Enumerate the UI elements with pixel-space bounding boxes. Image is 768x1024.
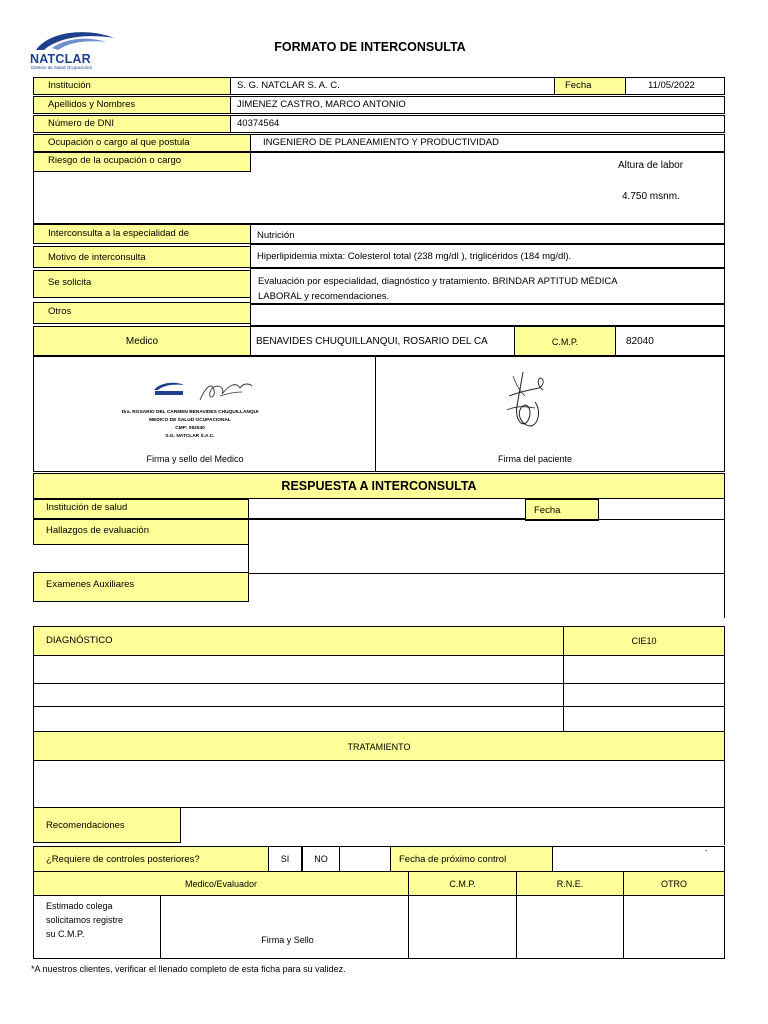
cmp-label: C.M.P. <box>514 326 616 356</box>
solicita-value-1: Evaluación por especialidad, diagnóstico y tratamiento. BRINDAR APTITUD MÉDICA <box>258 276 618 287</box>
patient-signature-icon <box>495 366 555 438</box>
cie10-row-3 <box>563 706 725 732</box>
signature-divider <box>375 356 376 472</box>
page-title: FORMATO DE INTERCONSULTA <box>274 40 466 54</box>
stamp-line-3: CMP: 082040 <box>175 426 205 431</box>
stamp-line-4: S.G. NATCLAR S.A.C. <box>165 434 215 439</box>
cie10-row-2 <box>563 683 725 707</box>
cmp-value: 82040 <box>615 326 725 356</box>
proximo-control-label: Fecha de próximo control <box>390 846 553 872</box>
solicita-label: Se solicita <box>33 270 251 298</box>
otros-label: Otros <box>33 302 251 324</box>
evaluador-note-1: Estimado colega <box>46 901 113 911</box>
motivo-label: Motivo de interconsulta <box>33 246 251 268</box>
stamp-line-1: Dra. ROSARIO DEL CARMEN BENAVIDES CHUQUILLANQUI <box>121 410 259 415</box>
recomendaciones-label: Recomendaciones <box>33 807 181 843</box>
diagnostico-row-3 <box>33 706 564 732</box>
respuesta-fecha-label: Fecha <box>525 499 599 521</box>
footer-note: *A nuestros clientes, verificar el llenado completo de esta ficha para su validez. <box>31 964 346 974</box>
firma-sello-caption: Firma y Sello <box>261 935 314 945</box>
evaluador-rne-label: R.N.E. <box>516 871 624 896</box>
stamp-logo-icon <box>152 380 186 398</box>
ocupacion-value: INGENIERO DE PLANEAMIENTO Y PRODUCTIVIDAD <box>250 134 725 152</box>
respuesta-institucion-label: Institución de salud <box>33 499 249 519</box>
respuesta-institucion-line <box>248 499 526 519</box>
firma-medico-caption: Firma y sello del Medico <box>146 454 244 464</box>
fecha-label: Fecha <box>554 77 626 95</box>
diagnostico-row-2 <box>33 683 564 707</box>
evaluador-otro-label: OTRO <box>623 871 725 896</box>
recomendaciones-value <box>180 807 725 843</box>
hallazgos-value <box>248 519 725 574</box>
institucion-value: S. G. NATCLAR S. A. C. <box>230 77 555 95</box>
proximo-control-value <box>552 846 725 872</box>
doctor-signature <box>196 378 256 404</box>
cie10-row-1 <box>563 655 725 684</box>
evaluador-cmp-label: C.M.P. <box>408 871 517 896</box>
fecha-value: 11/05/2022 <box>625 77 725 95</box>
patient-signature <box>495 366 555 438</box>
motivo-value: Hiperlipidemia mixta: Colesterol total (238 mg/dl ), triglicéridos (184 mg/dl). <box>250 244 725 268</box>
evaluador-cmp-cell <box>408 895 517 959</box>
stamp-logo <box>152 380 186 398</box>
evaluador-rne-cell <box>516 895 624 959</box>
tratamiento-label: TRATAMIENTO <box>33 731 725 761</box>
no-checkbox[interactable] <box>339 846 391 872</box>
nombres-label: Apellidos y Nombres <box>33 96 231 114</box>
diagnostico-label: DIAGNÓSTICO <box>33 626 564 656</box>
controles-label: ¿Requiere de controles posteriores? <box>33 846 269 872</box>
evaluador-note-2: solicitamos registre <box>46 915 124 925</box>
evaluador-medico-label: Medico/Evaluador <box>33 871 409 896</box>
logo-text: NATCLAR <box>30 52 91 66</box>
evaluador-firma-cell <box>160 895 409 959</box>
solicita-value-2: LABORAL y recomendaciones. <box>258 291 390 302</box>
examenes-label: Examenes Auxiliares <box>33 572 249 602</box>
dni-value: 40374564 <box>230 115 725 133</box>
cie10-label: CIE10 <box>563 626 725 656</box>
especialidad-value: Nutrición <box>250 224 725 244</box>
si-option[interactable]: SI <box>268 846 302 872</box>
otros-value <box>250 304 725 326</box>
tratamiento-value <box>33 760 725 807</box>
no-option[interactable]: NO <box>302 846 340 872</box>
recomendaciones-right-border <box>724 760 725 845</box>
institucion-label: Institución <box>33 77 231 95</box>
ocupacion-label: Ocupación o cargo al que postula <box>33 134 251 152</box>
doctor-signature-icon <box>196 378 256 404</box>
respuesta-title: RESPUESTA A INTERCONSULTA <box>33 473 725 499</box>
dni-label: Número de DNI <box>33 115 231 133</box>
medico-label: Medico <box>33 326 251 356</box>
logo-subtext: Gestión de Salud Ocupacional <box>31 65 92 70</box>
hallazgos-label: Hallazgos de evaluación <box>33 519 249 545</box>
riesgo-value-divider <box>250 152 251 172</box>
proximo-dot: . <box>705 843 708 853</box>
evaluador-otro-cell <box>623 895 725 959</box>
evaluador-note-3: su C.M.P. <box>46 929 85 939</box>
stamp-line-2: MEDICO DE SALUD OCUPACIONAL <box>149 418 231 423</box>
diagnostico-row-1 <box>33 655 564 684</box>
especialidad-label: Interconsulta a la especialidad de <box>33 224 251 244</box>
nombres-value: JIMENEZ CASTRO, MARCO ANTONIO <box>230 96 725 114</box>
medico-value: BENAVIDES CHUQUILLANQUI, ROSARIO DEL CA <box>250 326 515 356</box>
riesgo-label: Riesgo de la ocupación o cargo <box>33 152 251 172</box>
altura-value: 4.750 msnm. <box>622 191 680 202</box>
firma-paciente-caption: Firma del paciente <box>497 454 573 464</box>
altura-label: Altura de labor <box>618 160 684 171</box>
